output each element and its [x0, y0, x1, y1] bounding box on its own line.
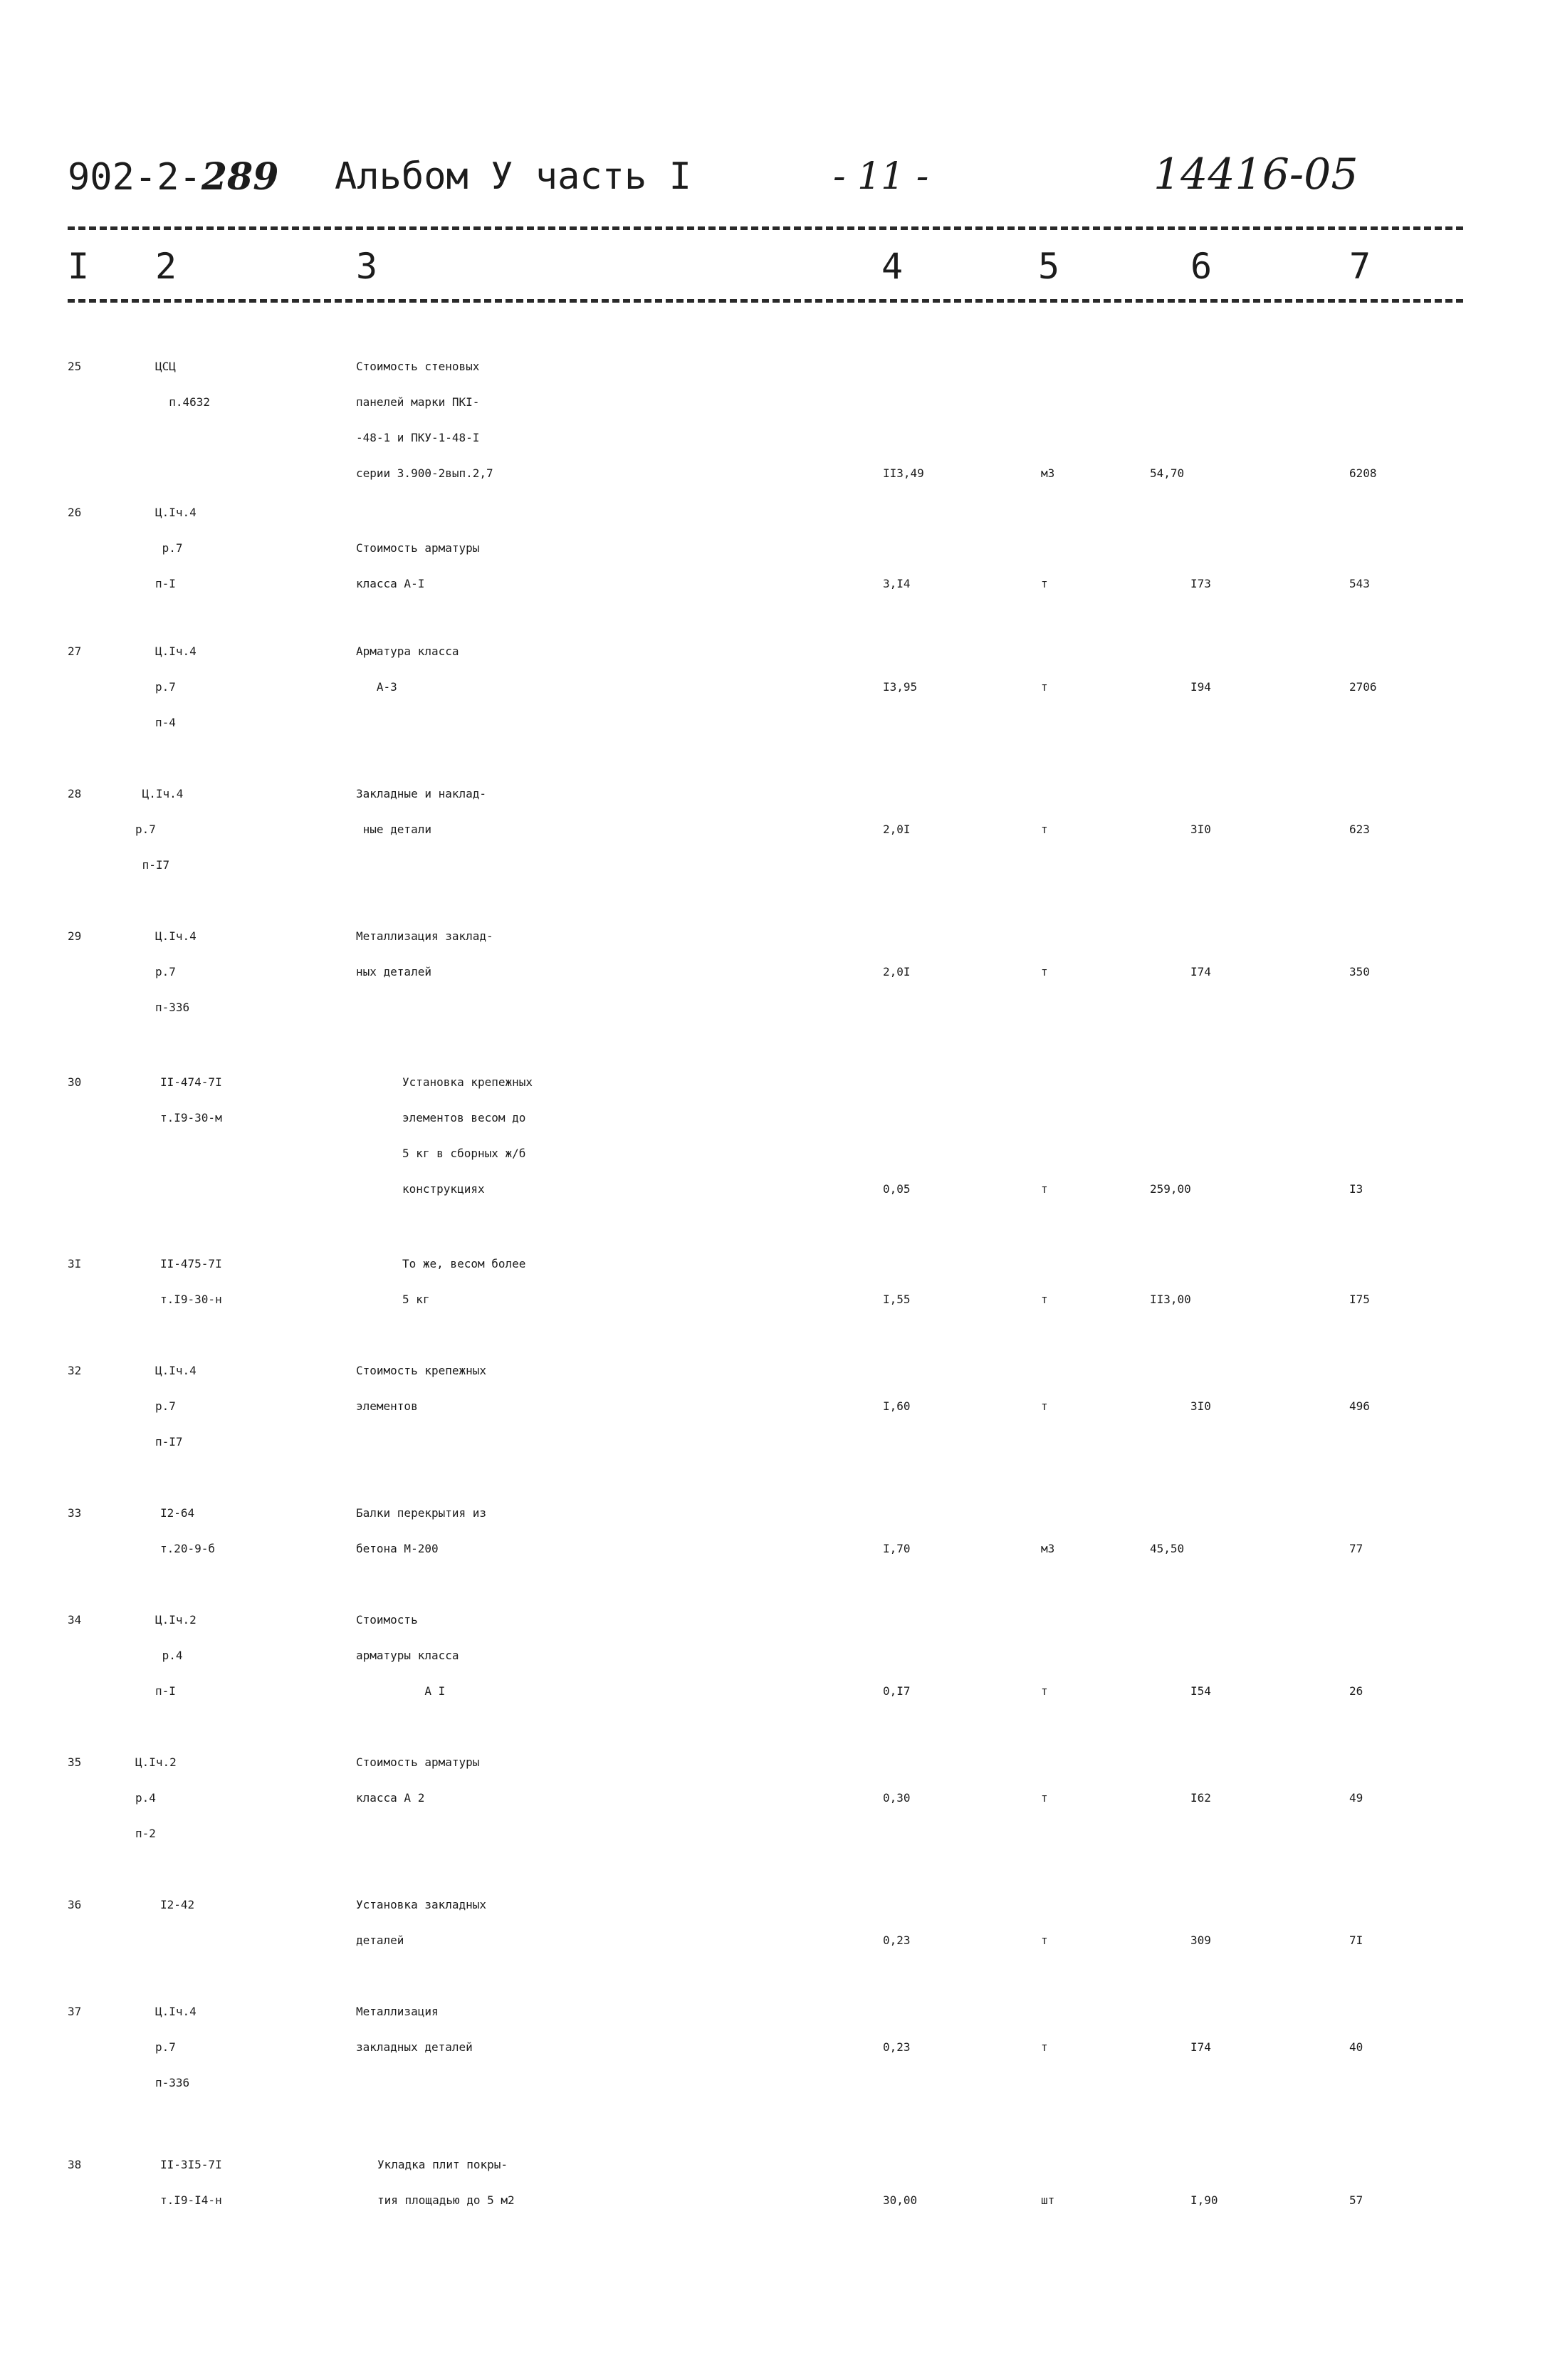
- row-unit-price: I74: [1190, 2040, 1211, 2054]
- row-quantity: II3,49: [883, 466, 924, 480]
- row-total: 7I: [1349, 1933, 1363, 1947]
- row-description-line: арматуры класса: [356, 1649, 459, 1662]
- row-description-line: Стоимость арматуры: [356, 541, 480, 555]
- row-unit-price: 309: [1190, 1933, 1211, 1947]
- row-code-line: п.4632: [155, 395, 211, 409]
- row-unit-price: II3,00: [1150, 1293, 1191, 1306]
- row-description-line: Металлизация заклад-: [356, 929, 493, 943]
- column-header-5: 5: [1038, 246, 1060, 287]
- row-description-line: 5 кг в сборных ж/б: [402, 1147, 526, 1160]
- row-description-line: ные детали: [356, 823, 431, 836]
- row-description-line: деталей: [356, 1933, 404, 1947]
- row-description-line: ных деталей: [356, 965, 431, 978]
- row-number: 28: [68, 787, 82, 800]
- column-header-7: 7: [1349, 246, 1371, 287]
- row-unit-price: I74: [1190, 965, 1211, 978]
- row-quantity: 3,I4: [883, 577, 911, 590]
- row-code-line: т.I9-I4-н: [160, 2193, 222, 2207]
- row-unit: т: [1041, 1399, 1048, 1413]
- row-number: 35: [68, 1755, 82, 1769]
- row-description-line: класса А 2: [356, 1791, 425, 1805]
- row-description-line: А I: [356, 1684, 446, 1698]
- row-description-line: Стоимость крепежных: [356, 1364, 487, 1377]
- row-unit-price: I94: [1190, 680, 1211, 694]
- row-code-line: п-I: [155, 577, 176, 590]
- row-number: 36: [68, 1898, 82, 1911]
- row-code-line: п-I7: [155, 1435, 183, 1449]
- row-total: 6208: [1349, 466, 1377, 480]
- row-total: 350: [1349, 965, 1370, 978]
- document-code-suffix: 289: [201, 155, 279, 199]
- row-number: 37: [68, 2005, 82, 2018]
- row-quantity: I,70: [883, 1542, 911, 1555]
- row-description-line: конструкциях: [402, 1182, 485, 1196]
- column-header-3: 3: [356, 246, 378, 287]
- column-header-6: 6: [1190, 246, 1213, 287]
- page-number: - 11 -: [833, 155, 929, 198]
- document-code: [68, 155, 278, 199]
- row-number: 32: [68, 1364, 82, 1377]
- row-total: I75: [1349, 1293, 1370, 1306]
- row-total: 49: [1349, 1791, 1363, 1805]
- row-number: 29: [68, 929, 82, 943]
- row-unit-price: I62: [1190, 1791, 1211, 1805]
- row-code-line: Ц.Iч.2: [135, 1755, 177, 1769]
- row-unit: т: [1041, 1182, 1048, 1196]
- row-unit: т: [1041, 965, 1048, 978]
- row-quantity: 0,I7: [883, 1684, 911, 1698]
- row-code-line: р.7: [155, 1399, 176, 1413]
- row-quantity: 2,0I: [883, 823, 911, 836]
- row-code-line: I2-42: [160, 1898, 195, 1911]
- row-total: 623: [1349, 823, 1370, 836]
- row-code-line: II-474-7I: [160, 1075, 222, 1089]
- row-description-line: серии 3.900-2вып.2,7: [356, 466, 493, 480]
- row-description-line: класса А-I: [356, 577, 425, 590]
- row-unit: т: [1041, 577, 1048, 590]
- row-description-line: Балки перекрытия из: [356, 1506, 487, 1520]
- row-quantity: 0,30: [883, 1791, 911, 1805]
- row-total: 57: [1349, 2193, 1363, 2207]
- column-header-1: I: [68, 246, 90, 287]
- row-unit-price: 54,70: [1150, 466, 1185, 480]
- row-description-line: закладных деталей: [356, 2040, 473, 2054]
- row-code-line: Ц.Iч.4: [155, 929, 197, 943]
- row-quantity: 0,05: [883, 1182, 911, 1196]
- row-total: 40: [1349, 2040, 1363, 2054]
- row-code-line: ЦСЦ: [155, 360, 176, 373]
- row-unit-price: 45,50: [1150, 1542, 1185, 1555]
- row-number: 33: [68, 1506, 82, 1520]
- row-code-line: п-I: [155, 1684, 176, 1698]
- row-unit-price: 3I0: [1190, 823, 1211, 836]
- row-quantity: 30,00: [883, 2193, 918, 2207]
- row-description-line: То же, весом более: [402, 1257, 526, 1270]
- row-unit-price: 259,00: [1150, 1182, 1191, 1196]
- row-unit-price: I73: [1190, 577, 1211, 590]
- row-number: 34: [68, 1613, 82, 1627]
- row-code-line: Ц.Iч.2: [155, 1613, 197, 1627]
- row-description-line: Установка крепежных: [402, 1075, 533, 1089]
- row-total: 2706: [1349, 680, 1377, 694]
- row-code-line: Ц.Iч.4: [135, 787, 184, 800]
- row-quantity: I,55: [883, 1293, 911, 1306]
- row-description-line: 5 кг: [402, 1293, 430, 1306]
- row-unit: м3: [1041, 466, 1055, 480]
- row-code-line: II-475-7I: [160, 1257, 222, 1270]
- row-code-line: р.4: [135, 1791, 156, 1805]
- row-number: 26: [68, 506, 82, 519]
- row-description-line: Стоимость арматуры: [356, 1755, 480, 1769]
- row-description-line: Укладка плит покры-: [377, 2158, 508, 2171]
- row-description-line: панелей марки ПКI-: [356, 395, 480, 409]
- row-code-line: т.I9-30-н: [160, 1293, 222, 1306]
- row-unit: т: [1041, 680, 1048, 694]
- row-code-line: Ц.Iч.4: [155, 1364, 197, 1377]
- row-unit: т: [1041, 1791, 1048, 1805]
- row-description-line: А-3: [356, 680, 397, 694]
- row-quantity: I,60: [883, 1399, 911, 1413]
- row-quantity: I3,95: [883, 680, 918, 694]
- row-code-line: т.I9-30-м: [160, 1111, 222, 1124]
- album-title: Альбом У часть I: [335, 155, 691, 198]
- row-code-line: п-I7: [135, 858, 170, 872]
- row-unit: т: [1041, 1933, 1048, 1947]
- row-code-line: п-336: [155, 1001, 190, 1014]
- row-unit: т: [1041, 823, 1048, 836]
- row-total: 496: [1349, 1399, 1370, 1413]
- row-code-line: Ц.Iч.4: [155, 644, 197, 658]
- row-unit: т: [1041, 1293, 1048, 1306]
- row-code-line: р.7: [155, 680, 176, 694]
- header-divider-top: [68, 226, 1463, 230]
- row-description-line: Стоимость: [356, 1613, 418, 1627]
- row-code-line: I2-64: [160, 1506, 195, 1520]
- row-description-line: Установка закладных: [356, 1898, 487, 1911]
- row-number: 38: [68, 2158, 82, 2171]
- row-unit: шт: [1041, 2193, 1055, 2207]
- row-code-line: р.7: [155, 965, 176, 978]
- row-code-line: р.4: [155, 1649, 183, 1662]
- row-description-line: элементов весом до: [402, 1111, 526, 1124]
- row-number: 25: [68, 360, 82, 373]
- row-number: 30: [68, 1075, 82, 1089]
- row-unit: м3: [1041, 1542, 1055, 1555]
- row-code-line: т.20-9-б: [160, 1542, 216, 1555]
- row-description-line: Металлизация: [356, 2005, 439, 2018]
- row-number: 27: [68, 644, 82, 658]
- row-unit-price: 3I0: [1190, 1399, 1211, 1413]
- document-code-prefix: 902-2-: [68, 156, 201, 199]
- row-description-line: Стоимость стеновых: [356, 360, 480, 373]
- row-total: 543: [1349, 577, 1370, 590]
- row-number: 3I: [68, 1257, 82, 1270]
- row-quantity: 2,0I: [883, 965, 911, 978]
- row-code-line: Ц.Iч.4: [155, 506, 197, 519]
- row-code-line: II-3I5-7I: [160, 2158, 222, 2171]
- row-total: 77: [1349, 1542, 1363, 1555]
- row-unit-price: I,90: [1190, 2193, 1218, 2207]
- row-code-line: р.7: [155, 541, 183, 555]
- doc-number: 14416-05: [1153, 150, 1358, 199]
- row-code-line: Ц.Iч.4: [155, 2005, 197, 2018]
- row-code-line: п-2: [135, 1827, 156, 1840]
- column-header-4: 4: [881, 246, 904, 287]
- row-code-line: р.7: [135, 823, 156, 836]
- row-code-line: р.7: [155, 2040, 176, 2054]
- row-code-line: п-336: [155, 2076, 190, 2089]
- row-unit-price: I54: [1190, 1684, 1211, 1698]
- row-description-line: -48-1 и ПКУ-1-48-I: [356, 431, 480, 444]
- row-unit: т: [1041, 2040, 1048, 2054]
- column-header-2: 2: [155, 246, 177, 287]
- row-description-line: бетона М-200: [356, 1542, 439, 1555]
- row-quantity: 0,23: [883, 1933, 911, 1947]
- row-quantity: 0,23: [883, 2040, 911, 2054]
- row-total: 26: [1349, 1684, 1363, 1698]
- header-divider-bottom: [68, 299, 1463, 303]
- row-description-line: тия площадью до 5 м2: [377, 2193, 515, 2207]
- row-description-line: Закладные и наклад-: [356, 787, 487, 800]
- row-code-line: п-4: [155, 716, 176, 729]
- row-description-line: элементов: [356, 1399, 418, 1413]
- row-total: I3: [1349, 1182, 1363, 1196]
- row-description-line: Арматура класса: [356, 644, 459, 658]
- row-unit: т: [1041, 1684, 1048, 1698]
